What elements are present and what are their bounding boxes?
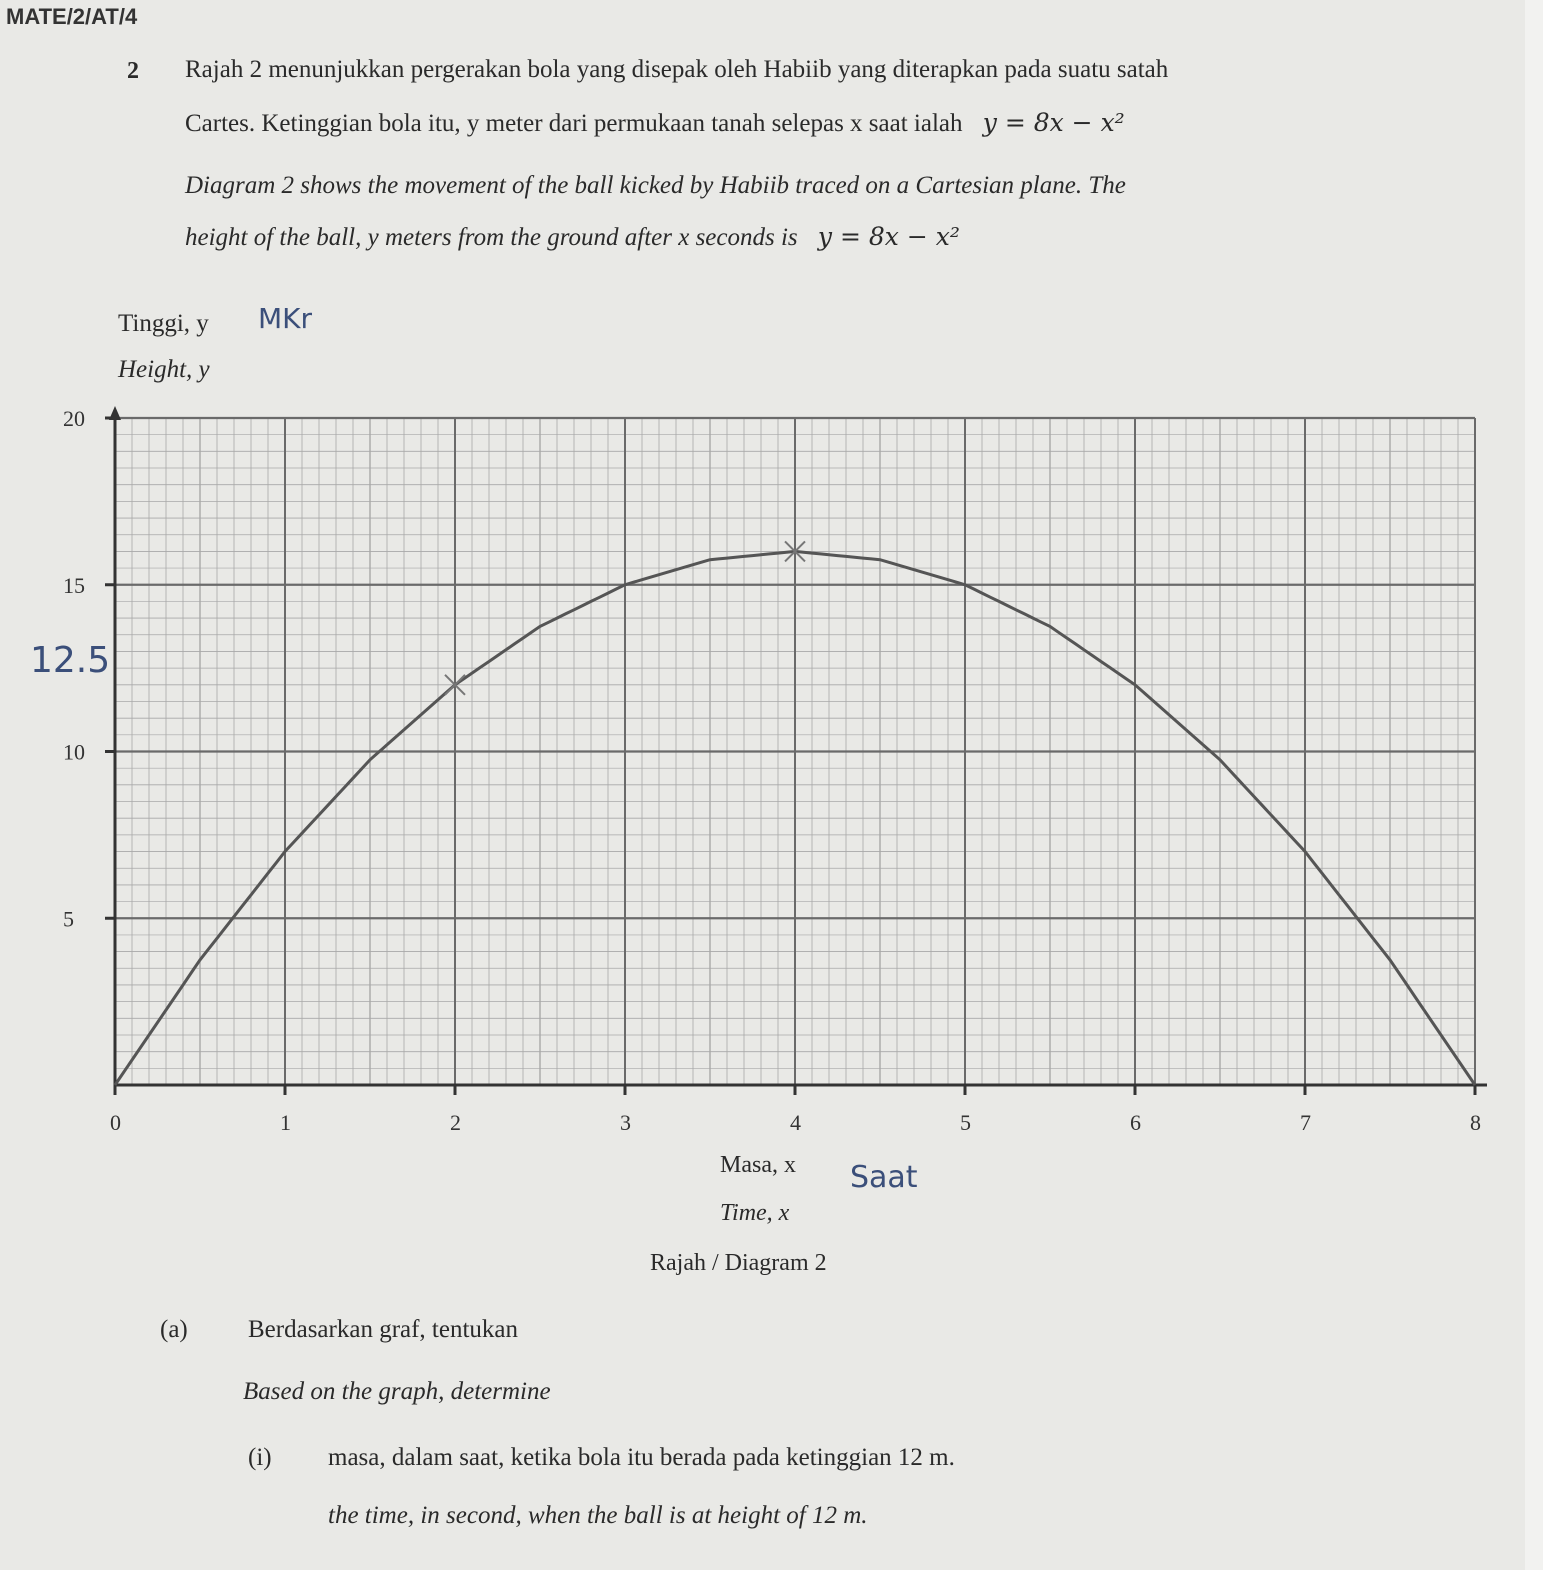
part-a-label: (a): [160, 1316, 188, 1343]
x-tick-label: 8: [1470, 1110, 1481, 1135]
question-english-line1: Diagram 2 shows the movement of the ball kicked by Habiib traced on a Cartesian plane. The: [185, 172, 1126, 199]
part-a-i-label: (i): [248, 1444, 272, 1471]
question-malay-line2: Cartes. Ketinggian bola itu, y meter dari permukaan tanah selepas x saat ialah: [185, 110, 963, 137]
question-malay-formula: y = 8x − x²: [982, 108, 1125, 137]
part-a-malay: Berdasarkan graf, tentukan: [248, 1316, 519, 1343]
x-tick-label: 1: [280, 1110, 291, 1135]
part-a-english: Based on the graph, determine: [243, 1378, 551, 1405]
tick-labels: [63, 406, 1481, 1135]
part-a-i-english: the time, in second, when the ball is at height of 12 m.: [328, 1502, 868, 1529]
question-english-line2: height of the ball, y meters from the ground after x seconds is: [185, 224, 798, 251]
x-tick-label: 2: [450, 1110, 461, 1135]
diagram-caption: Rajah / Diagram 2: [650, 1250, 827, 1276]
handwritten-time-unit-note: Saat: [850, 1160, 918, 1195]
x-axis-label-malay: Masa, x: [720, 1152, 796, 1178]
part-a-i-malay: masa, dalam saat, ketika bola itu berada pada ketinggian 12 m.: [328, 1444, 955, 1471]
question-number: 2: [127, 58, 139, 84]
axes: [109, 406, 1487, 1085]
question-malay-line1: Rajah 2 menunjukkan pergerakan bola yang disepak oleh Habiib yang diterapkan pada suatu satah: [185, 56, 1169, 83]
x-tick-label: 3: [620, 1110, 631, 1135]
y-tick-label: 5: [63, 906, 74, 932]
tick-marks: [105, 418, 1475, 1095]
paper-code: MATE/2/AT/4: [6, 4, 138, 29]
x-tick-label: 4: [790, 1110, 801, 1135]
y-tick-label: 15: [63, 572, 85, 598]
x-tick-label: 5: [960, 1110, 971, 1135]
x-tick-label: 0: [110, 1110, 121, 1135]
y-axis-label-english: Height, y: [118, 356, 210, 383]
x-tick-label: 7: [1300, 1110, 1311, 1135]
y-tick-label: 20: [63, 406, 85, 431]
question-english-formula: y = 8x − x²: [817, 222, 960, 251]
handwritten-unit-note: MKr: [258, 302, 313, 335]
x-tick-label: 6: [1130, 1110, 1141, 1135]
y-tick-label: 10: [63, 739, 85, 765]
handwritten-value-note: 12.5: [30, 640, 111, 681]
x-axis-label-english: Time, x: [720, 1200, 790, 1226]
y-axis-label-malay: Tinggi, y: [118, 310, 209, 337]
